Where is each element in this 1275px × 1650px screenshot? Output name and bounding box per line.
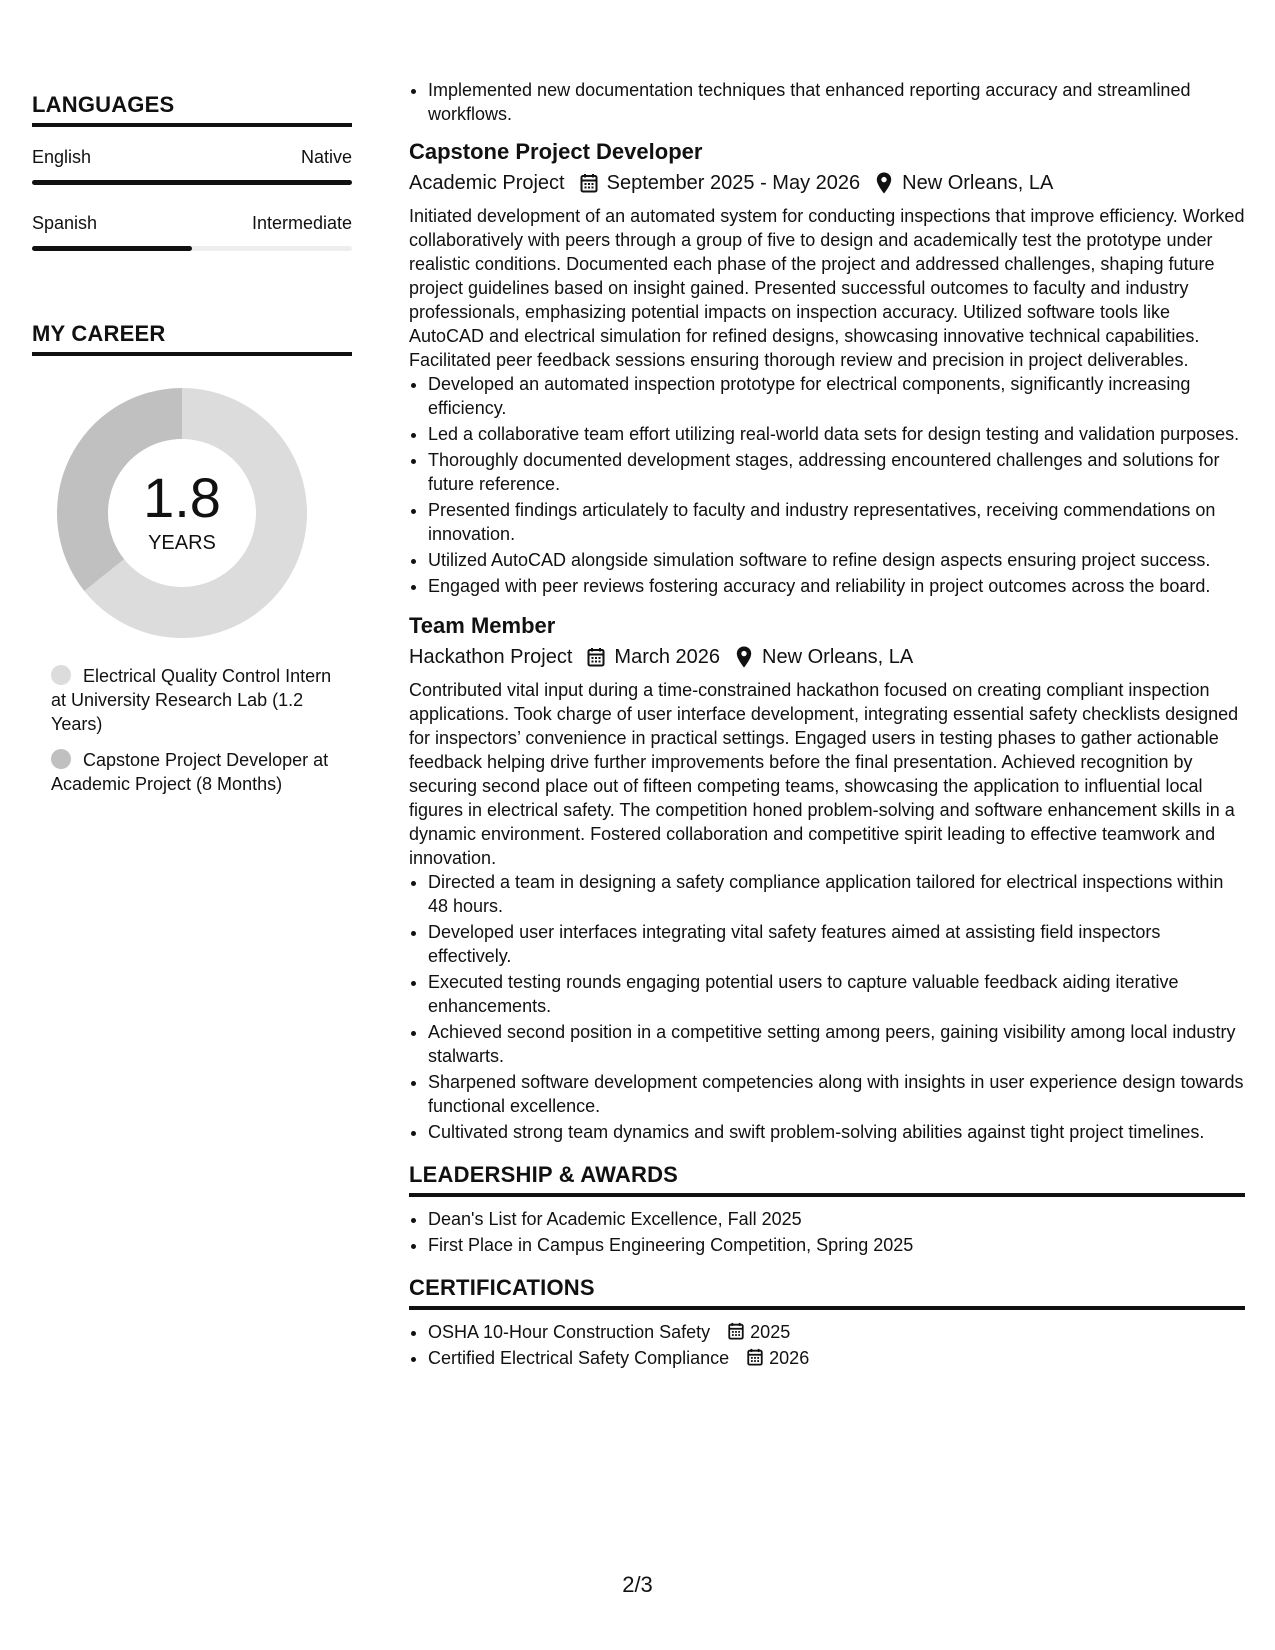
list-item: • Achieved second position in a competitive setting among peers, gaining visibility among local industry stalwarts.: [428, 1020, 1245, 1068]
legend-label: Electrical Quality Control Intern at University Research Lab (1.2 Years): [51, 666, 332, 734]
calendar-icon: [586, 646, 606, 668]
calendar-icon: [727, 1322, 745, 1340]
list-item: • Sharpened software development competencies along with insights in user experience design towards functional excellence.: [428, 1070, 1245, 1118]
legend-swatch: [51, 665, 71, 685]
experience-entry: [409, 138, 1245, 598]
legend-item: [51, 664, 336, 736]
list-item: • Utilized AutoCAD alongside simulation software to refine design aspects ensuring project success.: [428, 548, 1245, 572]
job-description: Initiated development of an automated system for conducting inspections that improve efficiency. Worked collaboratively with peers through a group of five to design and academically test the prototype under realistic conditions. Documented each phase of the project and addressed challenges, shaping future project guidelines based on insight gained. Presented successful outcomes to faculty and industry professionals, emphasizing potential impacts on inspection accuracy. Utilized software tools like AutoCAD and electrical simulation for refined designs, showcasing innovative technical capabilities. Facilitated peer feedback sessions ensuring thorough review and precision in project deliverables.: [409, 206, 1245, 370]
previous-job-bullets: [409, 78, 1245, 126]
certifications-section: [409, 1275, 1245, 1370]
language-item: [32, 213, 352, 251]
certifications-list: [409, 1320, 1245, 1370]
job-meta: [409, 170, 1245, 196]
language-proficiency-fill: [32, 180, 352, 185]
language-name: English: [32, 147, 92, 167]
certification-name: OSHA 10-Hour Construction Safety: [428, 1322, 711, 1342]
job-dates: March 2026: [614, 646, 721, 668]
legend-swatch: [51, 749, 71, 769]
job-title: Capstone Project Developer: [409, 139, 703, 164]
certification-name: Certified Electrical Safety Compliance: [428, 1348, 730, 1368]
legend-item: [51, 748, 336, 796]
certification-year: 2026: [769, 1348, 810, 1368]
page-number: 2/3: [622, 1572, 653, 1597]
legend-label: Capstone Project Developer at Academic Project (8 Months): [51, 750, 329, 794]
certifications-heading: CERTIFICATIONS: [409, 1275, 1245, 1310]
list-item: • Presented findings articulately to faculty and industry representatives, receiving commendations on innovation.: [428, 498, 1245, 546]
job-bullets: [409, 870, 1245, 1144]
leadership-section: [409, 1162, 1245, 1257]
job-location: New Orleans, LA: [762, 646, 914, 668]
experience-entry: [409, 612, 1245, 1144]
list-item: [428, 1346, 1245, 1370]
career-total-value: 1.8: [143, 466, 221, 529]
list-item: • First Place in Campus Engineering Competition, Spring 2025: [428, 1233, 1245, 1257]
language-proficiency-bar: [32, 180, 352, 185]
career-donut-chart: [57, 388, 307, 638]
language-proficiency-bar: [32, 246, 352, 251]
map-pin-icon: [874, 172, 894, 194]
job-dates: September 2025 - May 2026: [606, 172, 861, 194]
map-pin-icon: [734, 646, 754, 668]
list-item: • Led a collaborative team effort utilizing real-world data sets for design testing and validation purposes.: [428, 422, 1245, 446]
calendar-icon: [579, 172, 599, 194]
right-column: [409, 78, 1245, 1372]
languages-section: [32, 92, 352, 251]
career-heading: MY CAREER: [32, 321, 352, 356]
career-section: [32, 321, 352, 796]
list-item: • Cultivated strong team dynamics and swift problem-solving abilities against tight project timelines.: [428, 1120, 1245, 1144]
languages-heading: LANGUAGES: [32, 92, 352, 127]
list-item: • Directed a team in designing a safety compliance application tailored for electrical inspections within 48 hours.: [428, 870, 1245, 918]
list-item: • Executed testing rounds engaging potential users to capture valuable feedback aiding iterative enhancements.: [428, 970, 1245, 1018]
job-organization: Academic Project: [409, 172, 565, 194]
language-name: Spanish: [32, 213, 98, 233]
language-item: [32, 147, 352, 185]
list-item: • Implemented new documentation techniques that enhanced reporting accuracy and streamlined workflows.: [428, 78, 1245, 126]
left-column: [32, 92, 352, 808]
list-item: • Developed user interfaces integrating vital safety features aimed at assisting field inspectors effectively.: [428, 920, 1245, 968]
list-item: • Dean's List for Academic Excellence, Fall 2025: [428, 1207, 1245, 1231]
job-meta: [409, 644, 1245, 670]
list-item: • Developed an automated inspection prototype for electrical components, significantly increasing efficiency.: [428, 372, 1245, 420]
career-legend: [51, 664, 336, 796]
job-description: Contributed vital input during a time-constrained hackathon focused on creating compliant inspection applications. Took charge of user interface development, integrating essential safety checklists designed for inspectors’ convenience in practical settings. Engaged users in testing phases to gather actionable feedback helping drive further improvements before the final presentation. Achieved recognition by securing second place out of fifteen competing teams, showcasing the application to influential local figures in electrical safety. The competition honed problem-solving and software enhancement skills in a dynamic environment. Fostered collaboration and competitive spirit leading to effective teamwork and innovation.: [409, 680, 1239, 868]
career-total-unit: YEARS: [148, 532, 216, 554]
job-organization: Hackathon Project: [409, 646, 573, 668]
list-item: [428, 1320, 1245, 1344]
leadership-heading: LEADERSHIP & AWARDS: [409, 1162, 1245, 1197]
list-item: • Thoroughly documented development stages, addressing encountered challenges and solutions for future reference.: [428, 448, 1245, 496]
list-item: • Engaged with peer reviews fostering accuracy and reliability in project outcomes across the board.: [428, 574, 1245, 598]
certification-year: 2025: [750, 1322, 791, 1342]
job-bullets: [409, 372, 1245, 598]
job-location: New Orleans, LA: [902, 172, 1054, 194]
leadership-list: [409, 1207, 1245, 1257]
calendar-icon: [746, 1348, 764, 1366]
language-level: Intermediate: [251, 213, 352, 233]
language-proficiency-fill: [32, 246, 192, 251]
job-title: Team Member: [409, 613, 556, 638]
language-level: Native: [300, 147, 352, 167]
